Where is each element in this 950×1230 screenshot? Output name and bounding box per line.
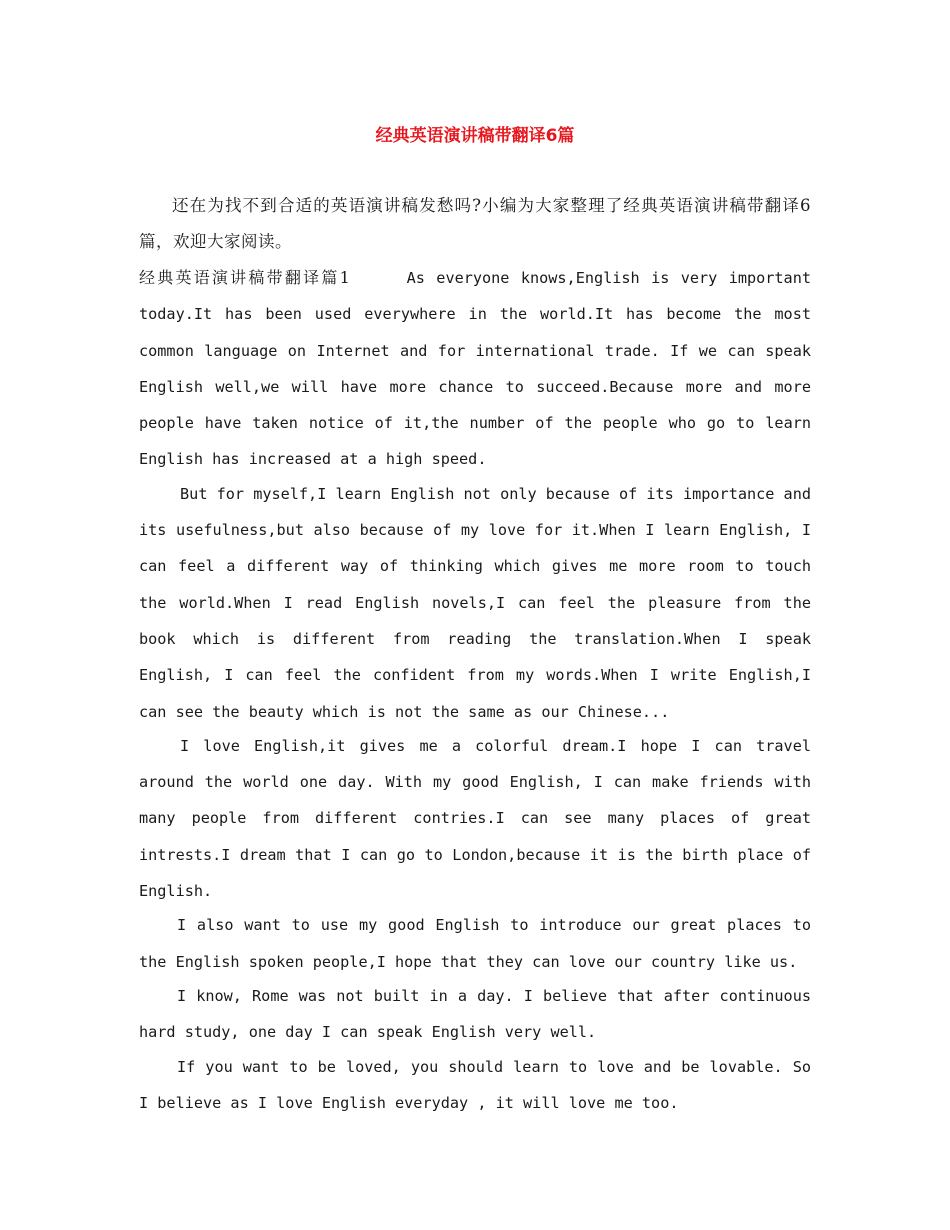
- intro-paragraph: 还在为找不到合适的英语演讲稿发愁吗?小编为大家整理了经典英语演讲稿带翻译6篇，欢迎大家阅读。: [139, 196, 811, 251]
- speech-paragraph-5: I know, Rome was not built in a day. I believe that after continuous hard study, one day I can speak English very well.: [139, 986, 811, 1042]
- speech-paragraph-2: But for myself,I learn English not only because of its importance and its usefulness,but also because of my love for it.When I learn English, I can feel a different way of thinking which gives me more room to touch the world.When I read English novels,I can feel the pleasure from the book which is different from reading the translation.When I speak English, I can feel the confident from my words.When I write English,I can see the beauty which is not the same as our Chinese...: [139, 484, 811, 721]
- section-heading: 经典英语演讲稿带翻译篇1: [139, 268, 350, 287]
- document-body: [139, 188, 811, 1121]
- speech-paragraph-3: I love English,it gives me a colorful dream.I hope I can travel around the world one day. With my good English, I can make friends with many people from different contries.I can see many places of great intrests.I dream that I can go to London,because it is the birth place of English.: [139, 736, 811, 901]
- speech-paragraph-1: [139, 260, 811, 478]
- document-title: 经典英语演讲稿带翻译6篇: [375, 126, 575, 146]
- paragraph-text: As everyone knows,English is very important today.It has been used everywhere in the world.It has become the most common language on Internet and for international trade. If we can speak English well,we will have more chance to succeed.Because more and more people have taken notice of it,the number of the people who go to learn English has increased at a high speed.: [139, 269, 811, 469]
- speech-paragraph-6: If you want to be loved, you should learn to love and be lovable. So I believe as I love English everyday , it will love me too.: [139, 1057, 811, 1112]
- speech-paragraph-4: I also want to use my good English to introduce our great places to the English spoken people,I hope that they can love our country like us.: [139, 916, 811, 971]
